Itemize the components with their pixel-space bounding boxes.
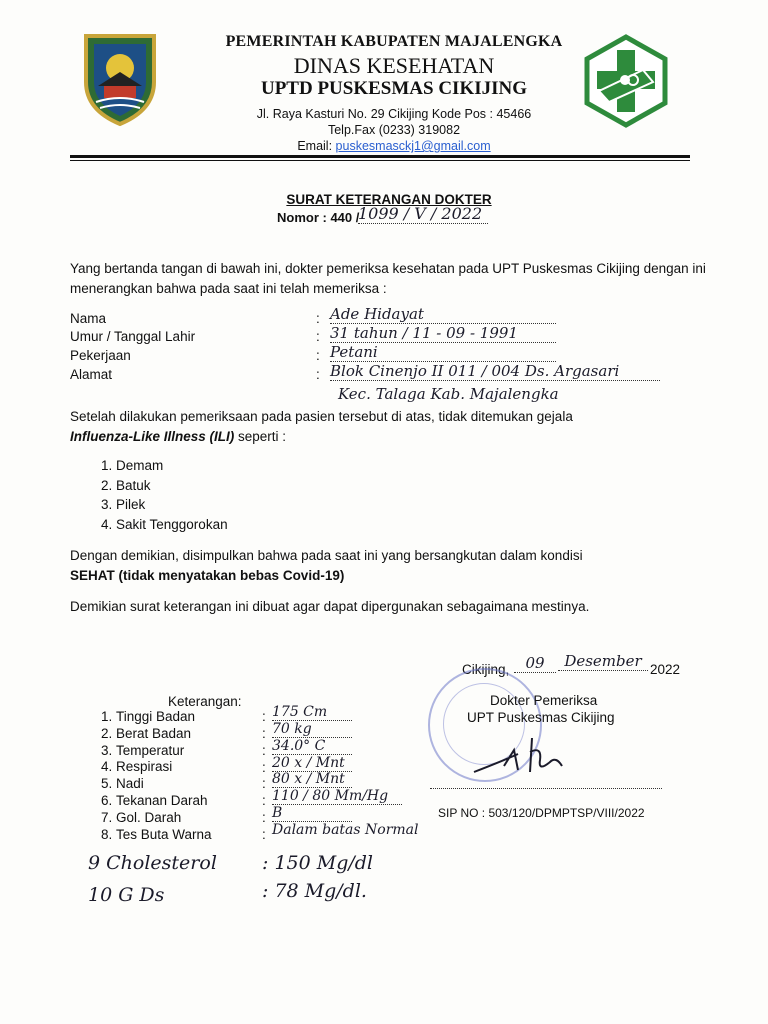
field-value-address: Blok Cinenjo II 011 / 004 Ds. Argasari [330, 362, 660, 381]
header-phone: Telp.Fax (0233) 319082 [327, 123, 461, 137]
field-label-age: Umur / Tanggal Lahir [70, 329, 196, 344]
signature-org: UPT Puskesmas Cikijing [467, 710, 615, 725]
list-item: 6. Tekanan Darah [116, 793, 212, 810]
field-label-name: Nama [70, 311, 107, 326]
colon: : [262, 726, 266, 741]
list-item: 4. Respirasi [116, 759, 212, 776]
signature-year: 2022 [650, 662, 681, 677]
vital-sign-list [70, 709, 212, 843]
list-item: 1. Demam [116, 456, 228, 476]
header-rule-thin [70, 160, 690, 161]
list-item: 8. Tes Buta Warna [116, 827, 212, 844]
vital-value-blood-pressure: 110 / 80 Mm/Hg [272, 788, 402, 805]
field-label-address: Alamat [70, 367, 113, 382]
colon: : [316, 367, 320, 382]
colon: : [316, 311, 320, 326]
colon: : [262, 810, 266, 825]
list-item: 1. Tinggi Badan [116, 709, 212, 726]
finding-paragraph [70, 407, 710, 447]
colon: : [262, 827, 266, 842]
vital-value-temperature: 34.0° C [272, 738, 352, 755]
colon: : [316, 348, 320, 363]
list-item: 3. Pilek [116, 495, 228, 515]
signature-sip: SIP NO : 503/120/DPMPTSP/VIII/2022 [438, 806, 645, 820]
letter-number-value: 1099 / V / 2022 [358, 204, 488, 224]
list-item: 2. Batuk [116, 476, 228, 496]
email-link[interactable]: puskesmasckj1@gmail.com [335, 139, 491, 153]
finding-suffix: seperti : [234, 429, 287, 444]
list-item: 2. Berat Badan [116, 726, 212, 743]
keterangan-title: Keterangan: [168, 694, 242, 709]
colon: : [262, 709, 266, 724]
header-government: PEMERINTAH KABUPATEN MAJALENGKA [225, 33, 563, 50]
letter-number-label: Nomor : 440 / [277, 210, 360, 225]
signature-day: 09 [514, 654, 556, 673]
letter-title: SURAT KETERANGAN DOKTER [286, 192, 492, 207]
colon: : [262, 760, 266, 775]
colon: : [262, 793, 266, 808]
header-address: Jl. Raya Kasturi No. 29 Cikijing Kode Pos : 45466 [256, 107, 532, 121]
colon: : [262, 776, 266, 791]
email-label: Email: [297, 139, 333, 153]
list-item: 4. Sakit Tenggorokan [116, 515, 228, 535]
vital-value-color-blind-test: Dalam batas Normal [272, 822, 419, 838]
header-email-line [0, 139, 768, 153]
field-value-address-line2: Kec. Talaga Kab. Majalengka [338, 385, 559, 403]
list-item: 7. Gol. Darah [116, 810, 212, 827]
signature-place: Cikijing, [462, 662, 510, 677]
colon: : [262, 743, 266, 758]
signature-month: Desember [558, 652, 648, 671]
finding-ili: Influenza-Like Illness (ILI) [70, 429, 235, 444]
closing-paragraph: Demikian surat keterangan ini dibuat agar dapat dipergunakan sebagaimana mestinya. [70, 599, 590, 614]
list-item: 3. Temperatur [116, 743, 212, 760]
vital-value-blood-type: B [272, 805, 352, 822]
extra-label-glucose: 10 G Ds [88, 884, 165, 906]
field-label-job: Pekerjaan [70, 348, 131, 363]
intro-paragraph: Yang bertanda tangan di bawah ini, dokter pemeriksa kesehatan pada UPT Puskesmas Cikijing dengan ini menerangkan bahwa pada saat ini telah memeriksa : [70, 261, 706, 296]
signature-line [430, 788, 662, 789]
finding-prefix: Setelah dilakukan pemeriksaan pada pasien tersebut di atas, tidak ditemukan gejala [70, 409, 573, 424]
vital-value-respiration: 20 x / Mnt [272, 755, 352, 772]
field-value-job: Petani [330, 343, 556, 362]
header-department: DINAS KESEHATAN [293, 53, 495, 78]
conclusion-paragraph: Dengan demikian, disimpulkan bahwa pada saat ini yang bersangkutan dalam kondisi [70, 548, 583, 563]
extra-label-cholesterol: 9 Cholesterol [88, 852, 217, 874]
health-status: SEHAT (tidak menyatakan bebas Covid-19) [70, 568, 345, 583]
vital-value-weight: 70 kg [272, 721, 352, 738]
field-value-name: Ade Hidayat [330, 305, 556, 324]
vital-value-pulse: 80 x / Mnt [272, 771, 352, 788]
field-value-age: 31 tahun / 11 - 09 - 1991 [330, 324, 556, 343]
header-institution: UPTD PUSKESMAS CIKIJING [260, 78, 528, 99]
symptom-list [70, 456, 228, 534]
list-item: 5. Nadi [116, 776, 212, 793]
extra-value-glucose: : 78 Mg/dl. [262, 880, 367, 902]
signature-role: Dokter Pemeriksa [490, 693, 598, 708]
header-rule-thick [70, 155, 690, 158]
extra-value-cholesterol: : 150 Mg/dl [262, 852, 374, 874]
handwritten-signature-icon [470, 732, 580, 780]
colon: : [316, 329, 320, 344]
vital-value-height: 175 Cm [272, 704, 352, 721]
